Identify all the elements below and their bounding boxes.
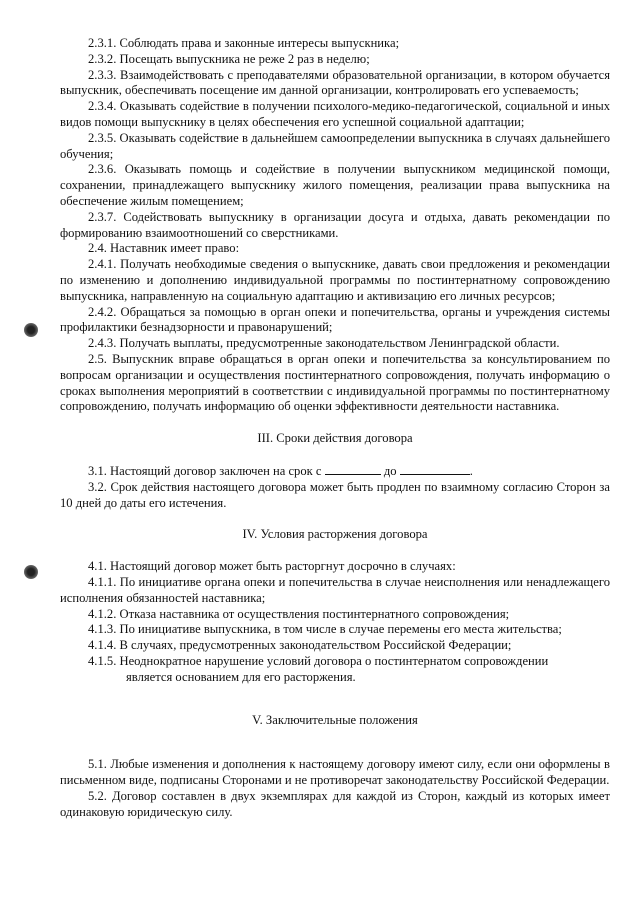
section-5-heading: V. Заключительные положения xyxy=(252,713,418,728)
clause-4-1-5-continuation: является основанием для его расторжения. xyxy=(126,669,356,684)
clause-5-1: 5.1. Любые изменения и дополнения к настоящему договору имеют силу, если они оформлены в письменном виде, подписаны Сторонами и не противоречат законодательству Российской Федерации. xyxy=(60,757,610,788)
clause-2-3-5: 2.3.5. Оказывать содействие в дальнейшем самоопределении выпускника в случаях дальнейшего обучения; xyxy=(60,130,610,161)
clause-2-5: 2.5. Выпускник вправе обращаться в орган опеки и попечительства за консультированием по вопросам организации и осуществления постинтернатного сопровождения, получать информацию о сроках выполнения мероприятий в соответствии с индивидуальной программы по постинтернатному сопровождению, получать информацию об оценки эффективности деятельности наставника. xyxy=(60,351,610,414)
clause-4-1-5: 4.1.5. Неоднократное нарушение условий договора о постинтернатом сопровождении xyxy=(88,653,549,668)
clause-4-1-3: 4.1.3. По инициативе выпускника, в том числе в случае перемены его места жительства; xyxy=(88,622,562,637)
clause-3-1-prefix: 3.1. Настоящий договор заключен на срок с xyxy=(88,463,322,478)
clause-3-1-suffix: . xyxy=(469,463,473,478)
clause-3-1 xyxy=(60,463,610,480)
clause-3-1-middle: до xyxy=(383,463,397,478)
clause-2-4: 2.4. Наставник имеет право: xyxy=(88,241,240,256)
clause-2-3-7: 2.3.7. Содействовать выпускнику в организации досуга и отдыха, давать рекомендации по формированию взаимоотношений со сверстниками. xyxy=(60,209,610,240)
clause-3-2: 3.2. Срок действия настоящего договора может быть продлен по взаимному согласию Сторон за 10 дней до даты его истечения. xyxy=(60,479,610,510)
clause-5-2: 5.2. Договор составлен в двух экземплярах для каждой из Сторон, каждый из которых имеет одинаковую юридическую силу. xyxy=(60,788,610,819)
clause-2-4-3: 2.4.3. Получать выплаты, предусмотренные законодательством Ленинградской области. xyxy=(88,336,560,351)
punch-hole-bottom xyxy=(24,565,38,579)
clause-4-1-1: 4.1.1. По инициативе органа опеки и попечительства в случае неисполнения или ненадлежащего исполнения обязанностей наставника; xyxy=(60,574,610,605)
end-date-blank[interactable] xyxy=(400,463,470,475)
section-4-heading: IV. Условия расторжения договора xyxy=(242,527,428,542)
clause-4-1-4: 4.1.4. В случаях, предусмотренных законодательством Российской Федерации; xyxy=(88,638,512,653)
clause-2-3-1: 2.3.1. Соблюдать права и законные интересы выпускника; xyxy=(88,36,400,50)
clause-2-4-1: 2.4.1. Получать необходимые сведения о выпускнике, давать свои предложения и рекомендации по изменению и дополнению индивидуальной программы по постинтернатному сопровождению выпускника, направленную на социальную адаптацию и активизацию его личных ресурсов; xyxy=(60,257,610,303)
clause-4-1: 4.1. Настоящий договор может быть расторгнут досрочно в случаях: xyxy=(88,559,456,574)
document-body xyxy=(60,36,610,820)
clause-4-1-2: 4.1.2. Отказа наставника от осуществления постинтернатного сопровождения; xyxy=(88,606,510,621)
start-date-blank[interactable] xyxy=(325,463,381,475)
section-3-heading: III. Сроки действия договора xyxy=(257,431,413,446)
clause-2-3-4: 2.3.4. Оказывать содействие в получении психолого-медико-педагогической, социальной и иных видов помощи выпускнику в целях обеспечения его успешной социальной адаптации; xyxy=(60,99,610,129)
clause-2-3-2: 2.3.2. Посещать выпускника не реже 2 раз в неделю; xyxy=(88,51,370,66)
clause-2-4-2: 2.4.2. Обращаться за помощью в орган опеки и попечительства, органы и учреждения системы профилактики безнадзорности и правонарушений; xyxy=(60,304,610,335)
clause-2-3-6: 2.3.6. Оказывать помощь и содействие в получении выпускником медицинской помощи, сохранении, принадлежащего выпускнику жилого помещения, реализации права выпускника на обеспечение жилым помещением; xyxy=(60,162,610,208)
clause-2-3-3: 2.3.3. Взаимодействовать с преподавателями образовательной организации, в котором обучается выпускник, обеспечивать посещение им данной организации, контролировать его успеваемость; xyxy=(60,67,610,98)
punch-hole-top xyxy=(24,323,38,337)
